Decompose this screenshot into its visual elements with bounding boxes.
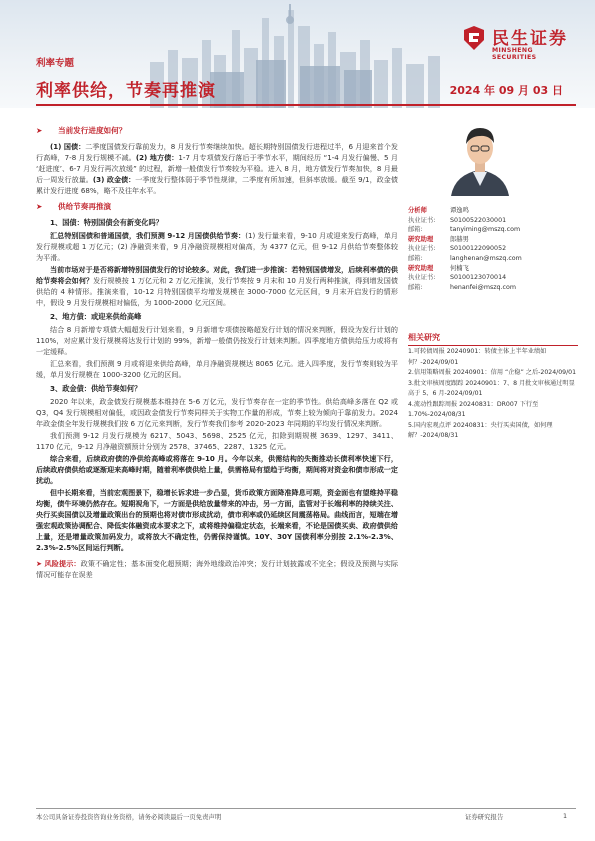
analyst-role: 执业证书: bbox=[408, 216, 436, 224]
report-body bbox=[36, 120, 398, 581]
risk-text: 政策不确定性；基本面变化超预期；海外地缘政治冲突；发行计划披露或不完全；假设及预测与实际情况可能存在误差 bbox=[36, 559, 399, 579]
page-title: 利率供给，节奏再推演 bbox=[36, 81, 216, 101]
analyst-photo bbox=[445, 116, 515, 196]
analyst-detail: S0100123070014 bbox=[450, 274, 507, 282]
analyst-row bbox=[408, 225, 578, 235]
section-heading-text: 供给节奏再推演 bbox=[58, 202, 112, 211]
text-run: 汇总来看，我们预测 9 月或将迎来供给高峰，单月净融资规模达 8065 亿元。进入四季度，发行节奏则较为平缓，单月发行规模在 1000-3200 亿元的区间。 bbox=[36, 359, 398, 379]
series-tag: 利率专题 bbox=[36, 58, 75, 69]
text-run: 结合 8 月新增专项债大幅超发行计划来看，9 月新增专项债按略超发行计划的情况来判断，假设为发行计划的 110%，对应累计发行规模将达发行计划的 99%，新增一般债仍按发行计划来判断。四季度地方债供给压力或将有一定缓释。 bbox=[36, 325, 398, 356]
bold-text: (3) 政金债： bbox=[92, 175, 136, 184]
header-banner bbox=[0, 0, 595, 108]
related-research-list bbox=[408, 347, 580, 442]
analyst-row bbox=[408, 235, 578, 245]
paragraph bbox=[36, 453, 398, 486]
analyst-row bbox=[408, 254, 578, 264]
publish-date: 2024 年 09 月 03 日 bbox=[449, 84, 563, 97]
analyst-info bbox=[408, 206, 578, 292]
analyst-row bbox=[408, 216, 578, 226]
analyst-name: 郎赫男 bbox=[450, 235, 469, 243]
related-research-title: 相关研究 bbox=[408, 332, 578, 346]
analyst-row bbox=[408, 264, 578, 274]
analyst-detail: henanfei@mszq.com bbox=[450, 283, 517, 291]
related-research-item[interactable]: 3.批文审核周度跟踪 20240901：7、8 月批文审核通过明显高于 5、6 月-2024/09/01 bbox=[408, 379, 575, 397]
analyst-row bbox=[408, 283, 578, 293]
bold-text: 当前市场对于是否将新增特别国债发行的讨论较多。对此，我们进一步推演：若特别国债增发，后续利率债的供给节奏将会如何？ bbox=[36, 265, 398, 285]
risk-warning bbox=[36, 558, 398, 580]
text-run: 一季度发行整体弱于季节性规律，二季度有所加速，但斜率放缓。截至 9/1，政金债累计发行进度 68%，略不及往年水平。 bbox=[36, 175, 399, 195]
footer-disclaimer: 本公司具备证券投资咨询业务资格，请务必阅读最后一页免责声明 bbox=[36, 813, 222, 821]
footer-divider bbox=[36, 808, 576, 809]
paragraph bbox=[36, 396, 398, 429]
section-heading bbox=[36, 125, 398, 136]
analyst-detail: tanyiming@mszq.com bbox=[450, 226, 521, 234]
related-research-item[interactable]: 2.信用策略周报 20240901：信用 “企稳” 之后-2024/09/01 bbox=[408, 369, 577, 376]
analyst-role: 研究助理 bbox=[408, 235, 434, 243]
risk-label: 风险提示： bbox=[44, 559, 81, 568]
subsection-heading: 2、地方债：或迎来供给高峰 bbox=[50, 312, 142, 321]
analyst-role: 邮箱: bbox=[408, 226, 423, 234]
arrow-icon: ➤ bbox=[36, 126, 43, 135]
related-research-item[interactable]: 4.流动性跟踪周报 20240831：DR007 下行至 1.70%-2024/08/31 bbox=[408, 400, 539, 418]
bold-text: (1) 国债： bbox=[50, 142, 86, 151]
analyst-role: 执业证书: bbox=[408, 274, 436, 282]
paragraph bbox=[36, 358, 398, 380]
analyst-row bbox=[408, 206, 578, 216]
subsection-heading: 3、政金债：供给节奏如何？ bbox=[50, 384, 142, 393]
arrow-icon: ➤ bbox=[36, 202, 43, 211]
section-heading-text: 当前发行进度如何？ bbox=[58, 126, 127, 135]
text-run: 2020 年以来，政金债发行规模基本维持在 5-6 万亿元，发行节奏存在一定的季节性。供给高峰多落在 Q2 或 Q3，Q4 发行规模相对偏低，或因政金债发行节奏同样关于实物工作量的形成，节奏上较为倾向于靠前发力。2024 年政金债全年发行规模我们按 6 万亿元来判断，发行节奏我们参考 2020-2023 年同期的平均发行情况来判断。 bbox=[36, 397, 398, 428]
analyst-detail: S0100122090052 bbox=[450, 245, 507, 253]
analyst-role: 邮箱: bbox=[408, 283, 423, 291]
paragraph bbox=[36, 487, 398, 553]
page-number: 1 bbox=[563, 812, 568, 820]
paragraph bbox=[36, 264, 398, 308]
analyst-role: 执业证书: bbox=[408, 245, 436, 253]
text-run: (1) 发行量来看，9-10 月或迎来发行高峰，单月发行规模或超 1 万亿元；(2) 净融资来看，9 月净融资规模相对偏高，为 4377 亿元，但 9-12 月供给节奏整体较为平滑。 bbox=[36, 231, 398, 262]
analyst-row bbox=[408, 273, 578, 283]
bold-text: (2) 地方债： bbox=[135, 153, 179, 162]
header-divider bbox=[36, 104, 576, 106]
related-research-item[interactable]: 1.可转债周报 20240901：转债主体上半年业绩如何？-2024/09/01 bbox=[408, 348, 547, 366]
bold-text: 综合来看，后续政府债的净供给高峰或将落在 9-10 月。今年以来，供需结构的失衡推动长债利率快速下行，后续政府债供给或逐渐迎来高峰时期，随着利率债供给上量，供需格局有望趋于均衡，期间将对资金和债市形成一定扰动。 bbox=[36, 454, 398, 485]
text-run: 我们预测 9-12 月发行规模为 6217、5043、5698、2525 亿元，扣除到期规模 3639、1297、3411、1170 亿元，9-12 月净融资额预计分别为 2578、37465、2287、1325 亿元。 bbox=[36, 431, 398, 451]
analyst-name: 何楠飞 bbox=[450, 264, 469, 272]
bold-text: 汇总特别国债和普通国债，我们预测 9-12 月国债供给节奏： bbox=[50, 231, 246, 240]
analyst-row bbox=[408, 244, 578, 254]
analyst-name: 谭逸鸣 bbox=[450, 207, 469, 214]
related-research-item[interactable]: 5.国内宏观点评 20240831：央行买卖国债，如何理解？-2024/08/31 bbox=[408, 421, 553, 439]
paragraph bbox=[36, 324, 398, 357]
paragraph bbox=[36, 230, 398, 263]
bold-text: 但中长期来看，当前宏观图景下，稳增长诉求进一步凸显，货币政策方面降准降息可期，资金面也有望维持平稳均衡，债牛环境仍然存在。短期视角下，一方面是供给放量带来的冲击，另一方面，监管对于长端利率的持续关注、央行买卖国债以及增量政策出台的预期也将对债市形成扰动，债市利率或仍延续区间震荡格局。曲线而言，短端在增强宏观政策协调配合、降低实体融资成本要求之下，或将维持偏稳定状态，长端来看，不论是国债买卖、政府债供给上量，还是增量政策加码发力，或将放大不确定性，仍需保持谨慎。10Y、30Y 国债利率分别按 2.1%-2.3%、2.3%-2.5%区间运行判断。 bbox=[36, 488, 398, 552]
analyst-detail: S0100522030001 bbox=[450, 216, 507, 224]
text-run: 发行规模按 1 万亿元和 2 万亿元推演，发行节奏按 9 月末和 10 月发行两种推演，得到增发国债供给的 4 种情形。推演来看，10-12 月特别国债平均增发规模在 3000-7000 亿元区间，9 月末开启发行的情形中，假设 9 月发行规模相对偏低，为 1000-2000 亿元区间。 bbox=[36, 276, 399, 307]
subsection-heading: 1、国债：特别国债会有新变化吗？ bbox=[50, 218, 163, 227]
text-run: 1-7 月专项债发行落后于季节水平，期间经历 “1-4 月发行偏慢、5 月 ‘赶进度’、6-7 月发行再次放缓” 的过程，新增一般债发行节奏较为平稳。进入 8 月，地方债发行节奏加快，8 月最后一周发行放量。 bbox=[36, 153, 398, 184]
section-heading bbox=[36, 201, 398, 212]
brand-name-en: MINSHENG SECURITIES bbox=[492, 47, 537, 61]
text-run: 二季度国债发行靠前发力，8 月发行节奏继续加快。超长期特别国债发行进程过半，6 月迎来首个发行高峰，7-8 月发行规模不减。 bbox=[36, 142, 398, 162]
brand-name-cn: 民生证券 bbox=[492, 29, 568, 49]
analyst-detail: langhenan@mszq.com bbox=[450, 254, 522, 262]
analyst-role: 研究助理 bbox=[408, 264, 434, 272]
analyst-role: 邮箱: bbox=[408, 254, 423, 262]
footer-report-type: 证券研究报告 bbox=[465, 813, 504, 821]
arrow-icon: ➤ bbox=[36, 559, 45, 568]
paragraph bbox=[36, 141, 398, 196]
paragraph bbox=[36, 430, 398, 452]
analyst-role: 分析师 bbox=[408, 207, 427, 214]
brand-logo bbox=[460, 22, 575, 62]
brand-mark-icon bbox=[460, 24, 488, 52]
